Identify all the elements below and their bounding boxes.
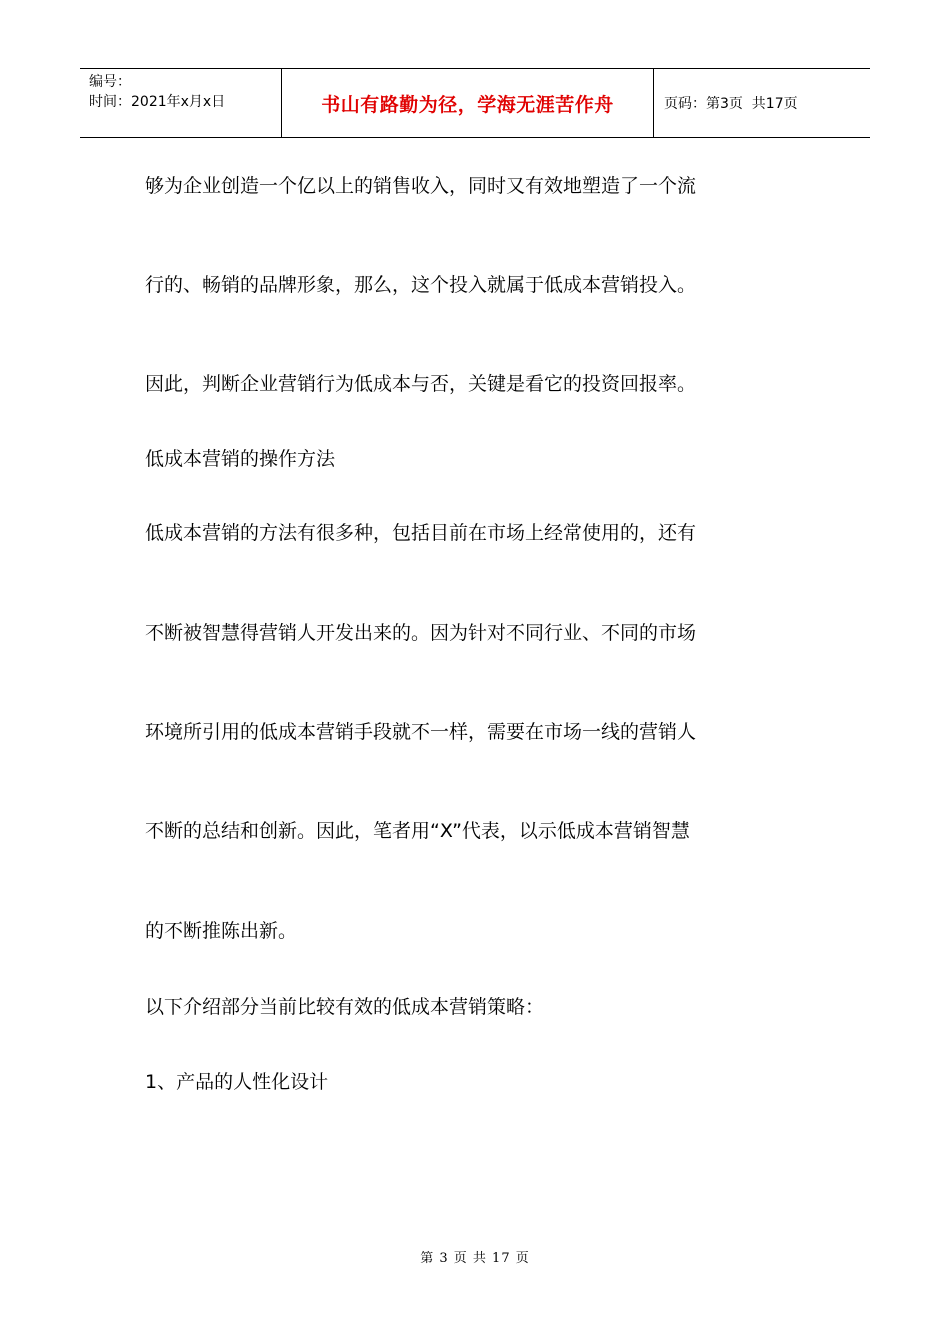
body-line: 不断的总结和创新。因此，笔者用“X”代表，以示低成本营销智慧 xyxy=(145,820,690,842)
header-meta xyxy=(80,69,282,137)
header-motto-cell xyxy=(282,69,654,137)
header-page-cell xyxy=(654,69,870,137)
header-motto: 书山有路勤为径，学海无涯苦作舟 xyxy=(321,93,614,116)
numbered-heading: 1、产品的人性化设计 xyxy=(145,1071,329,1093)
body-line: 环境所引用的低成本营销手段就不一样，需要在市场一线的营销人 xyxy=(145,721,697,743)
body-line: 的不断推陈出新。 xyxy=(145,920,298,942)
body-line: 行的、畅销的品牌形象，那么，这个投入就属于低成本营销投入。 xyxy=(145,274,697,296)
body-line: 因此，判断企业营销行为低成本与否，关键是看它的投资回报率。 xyxy=(145,373,697,395)
body-line: 低成本营销的方法有很多种，包括目前在市场上经常使用的，还有 xyxy=(145,522,697,544)
body-line: 以下介绍部分当前比较有效的低成本营销策略： xyxy=(145,996,545,1018)
header-page-info: 页码：第3页 共17页 xyxy=(664,96,798,112)
time-label: 时间：2021年x月x日 xyxy=(89,94,226,110)
body-line: 够为企业创造一个亿以上的销售收入，同时又有效地塑造了一个流 xyxy=(145,175,697,197)
body-line: 不断被智慧得营销人开发出来的。因为针对不同行业、不同的市场 xyxy=(145,622,697,644)
page-footer: 第 3 页 共 17 页 xyxy=(420,1251,530,1266)
number-label: 编号： xyxy=(89,74,131,90)
document-header xyxy=(80,68,870,138)
section-heading: 低成本营销的操作方法 xyxy=(145,448,336,470)
